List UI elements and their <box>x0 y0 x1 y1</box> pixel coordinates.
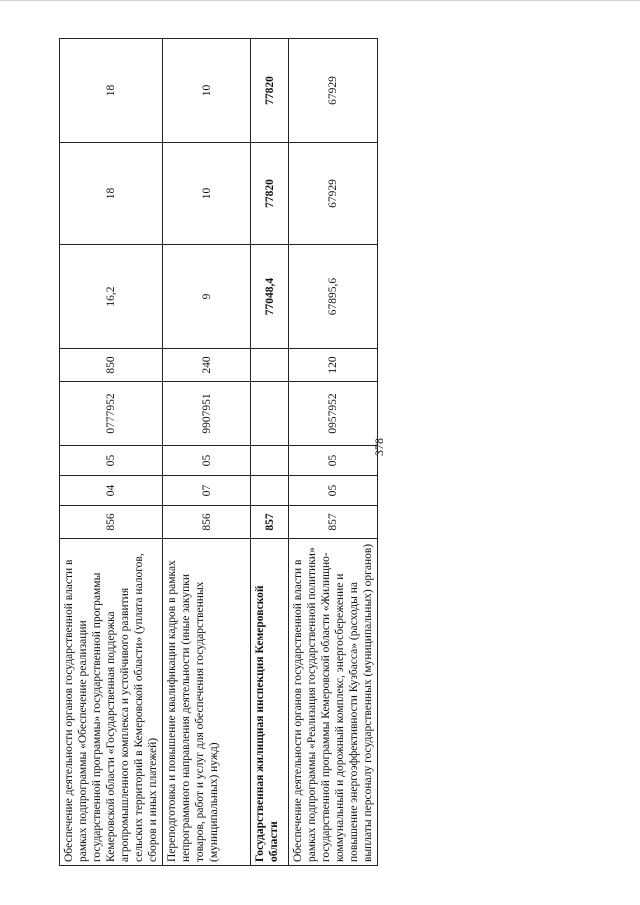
page-top-edge <box>0 0 640 1</box>
cell-rz: 07 <box>163 476 251 506</box>
table-row <box>251 39 289 866</box>
rotated-table <box>59 39 375 866</box>
cell-rz: 05 <box>289 476 378 506</box>
cell-csr: 0957952 <box>289 382 378 446</box>
cell-pr: 05 <box>60 446 163 476</box>
cell-vr: 850 <box>60 349 163 382</box>
cell-csr: 0777952 <box>60 382 163 446</box>
cell-sum-2: 77820 <box>251 143 289 245</box>
cell-sum-3: 10 <box>163 39 251 143</box>
cell-csr <box>251 382 289 446</box>
cell-pr <box>251 446 289 476</box>
table-row <box>60 39 163 866</box>
cell-sum-1: 9 <box>163 245 251 349</box>
cell-sum-2: 18 <box>60 143 163 245</box>
cell-vr: 240 <box>163 349 251 382</box>
cell-ved: 856 <box>60 506 163 539</box>
page-number: 378 <box>372 438 386 456</box>
cell-sum-3: 18 <box>60 39 163 143</box>
cell-pr: 05 <box>163 446 251 476</box>
row-name: Государственная жилищная инспекция Кемеровской области <box>251 539 289 866</box>
cell-rz <box>251 476 289 506</box>
row-name: Обеспечение деятельности органов государственной власти в рамках подпрограммы «Реализация государственной политики» государственной программы Кемеровской области «Жилищно-коммунальный и дорожный комплекс, энергосбережение и повышение энергоэффективности Кузбасса» (расходы на выплаты персоналу государственных (муниципальных) органов) <box>289 539 378 866</box>
cell-csr: 9907951 <box>163 382 251 446</box>
table-row <box>289 39 378 866</box>
cell-sum-1: 77048,4 <box>251 245 289 349</box>
cell-sum-3: 77820 <box>251 39 289 143</box>
budget-table <box>59 38 378 866</box>
cell-rz: 04 <box>60 476 163 506</box>
cell-sum-1: 67895,6 <box>289 245 378 349</box>
cell-sum-2: 67929 <box>289 143 378 245</box>
cell-vr <box>251 349 289 382</box>
cell-ved: 857 <box>251 506 289 539</box>
table-row <box>163 39 251 866</box>
row-name: Обеспечение деятельности органов государственной власти в рамках подпрограммы «Обеспечение реализации государственной программы» государственной программы Кемеровской области «Государственная поддержка агропромышленного комплекса и устойчивого развития сельских территорий в Кемеровской области» (уплата налогов, сборов и иных платежей) <box>60 539 163 866</box>
table-container <box>59 39 375 866</box>
cell-sum-1: 16,2 <box>60 245 163 349</box>
cell-vr: 120 <box>289 349 378 382</box>
cell-ved: 856 <box>163 506 251 539</box>
row-name: Переподготовка и повышение квалификации кадров в рамках непрограммного направления деятельности (иные закупки товаров, работ и услуг для обеспечения государственных (муниципальных) нужд) <box>163 539 251 866</box>
cell-sum-2: 10 <box>163 143 251 245</box>
cell-ved: 857 <box>289 506 378 539</box>
cell-pr: 05 <box>289 446 378 476</box>
cell-sum-3: 67929 <box>289 39 378 143</box>
